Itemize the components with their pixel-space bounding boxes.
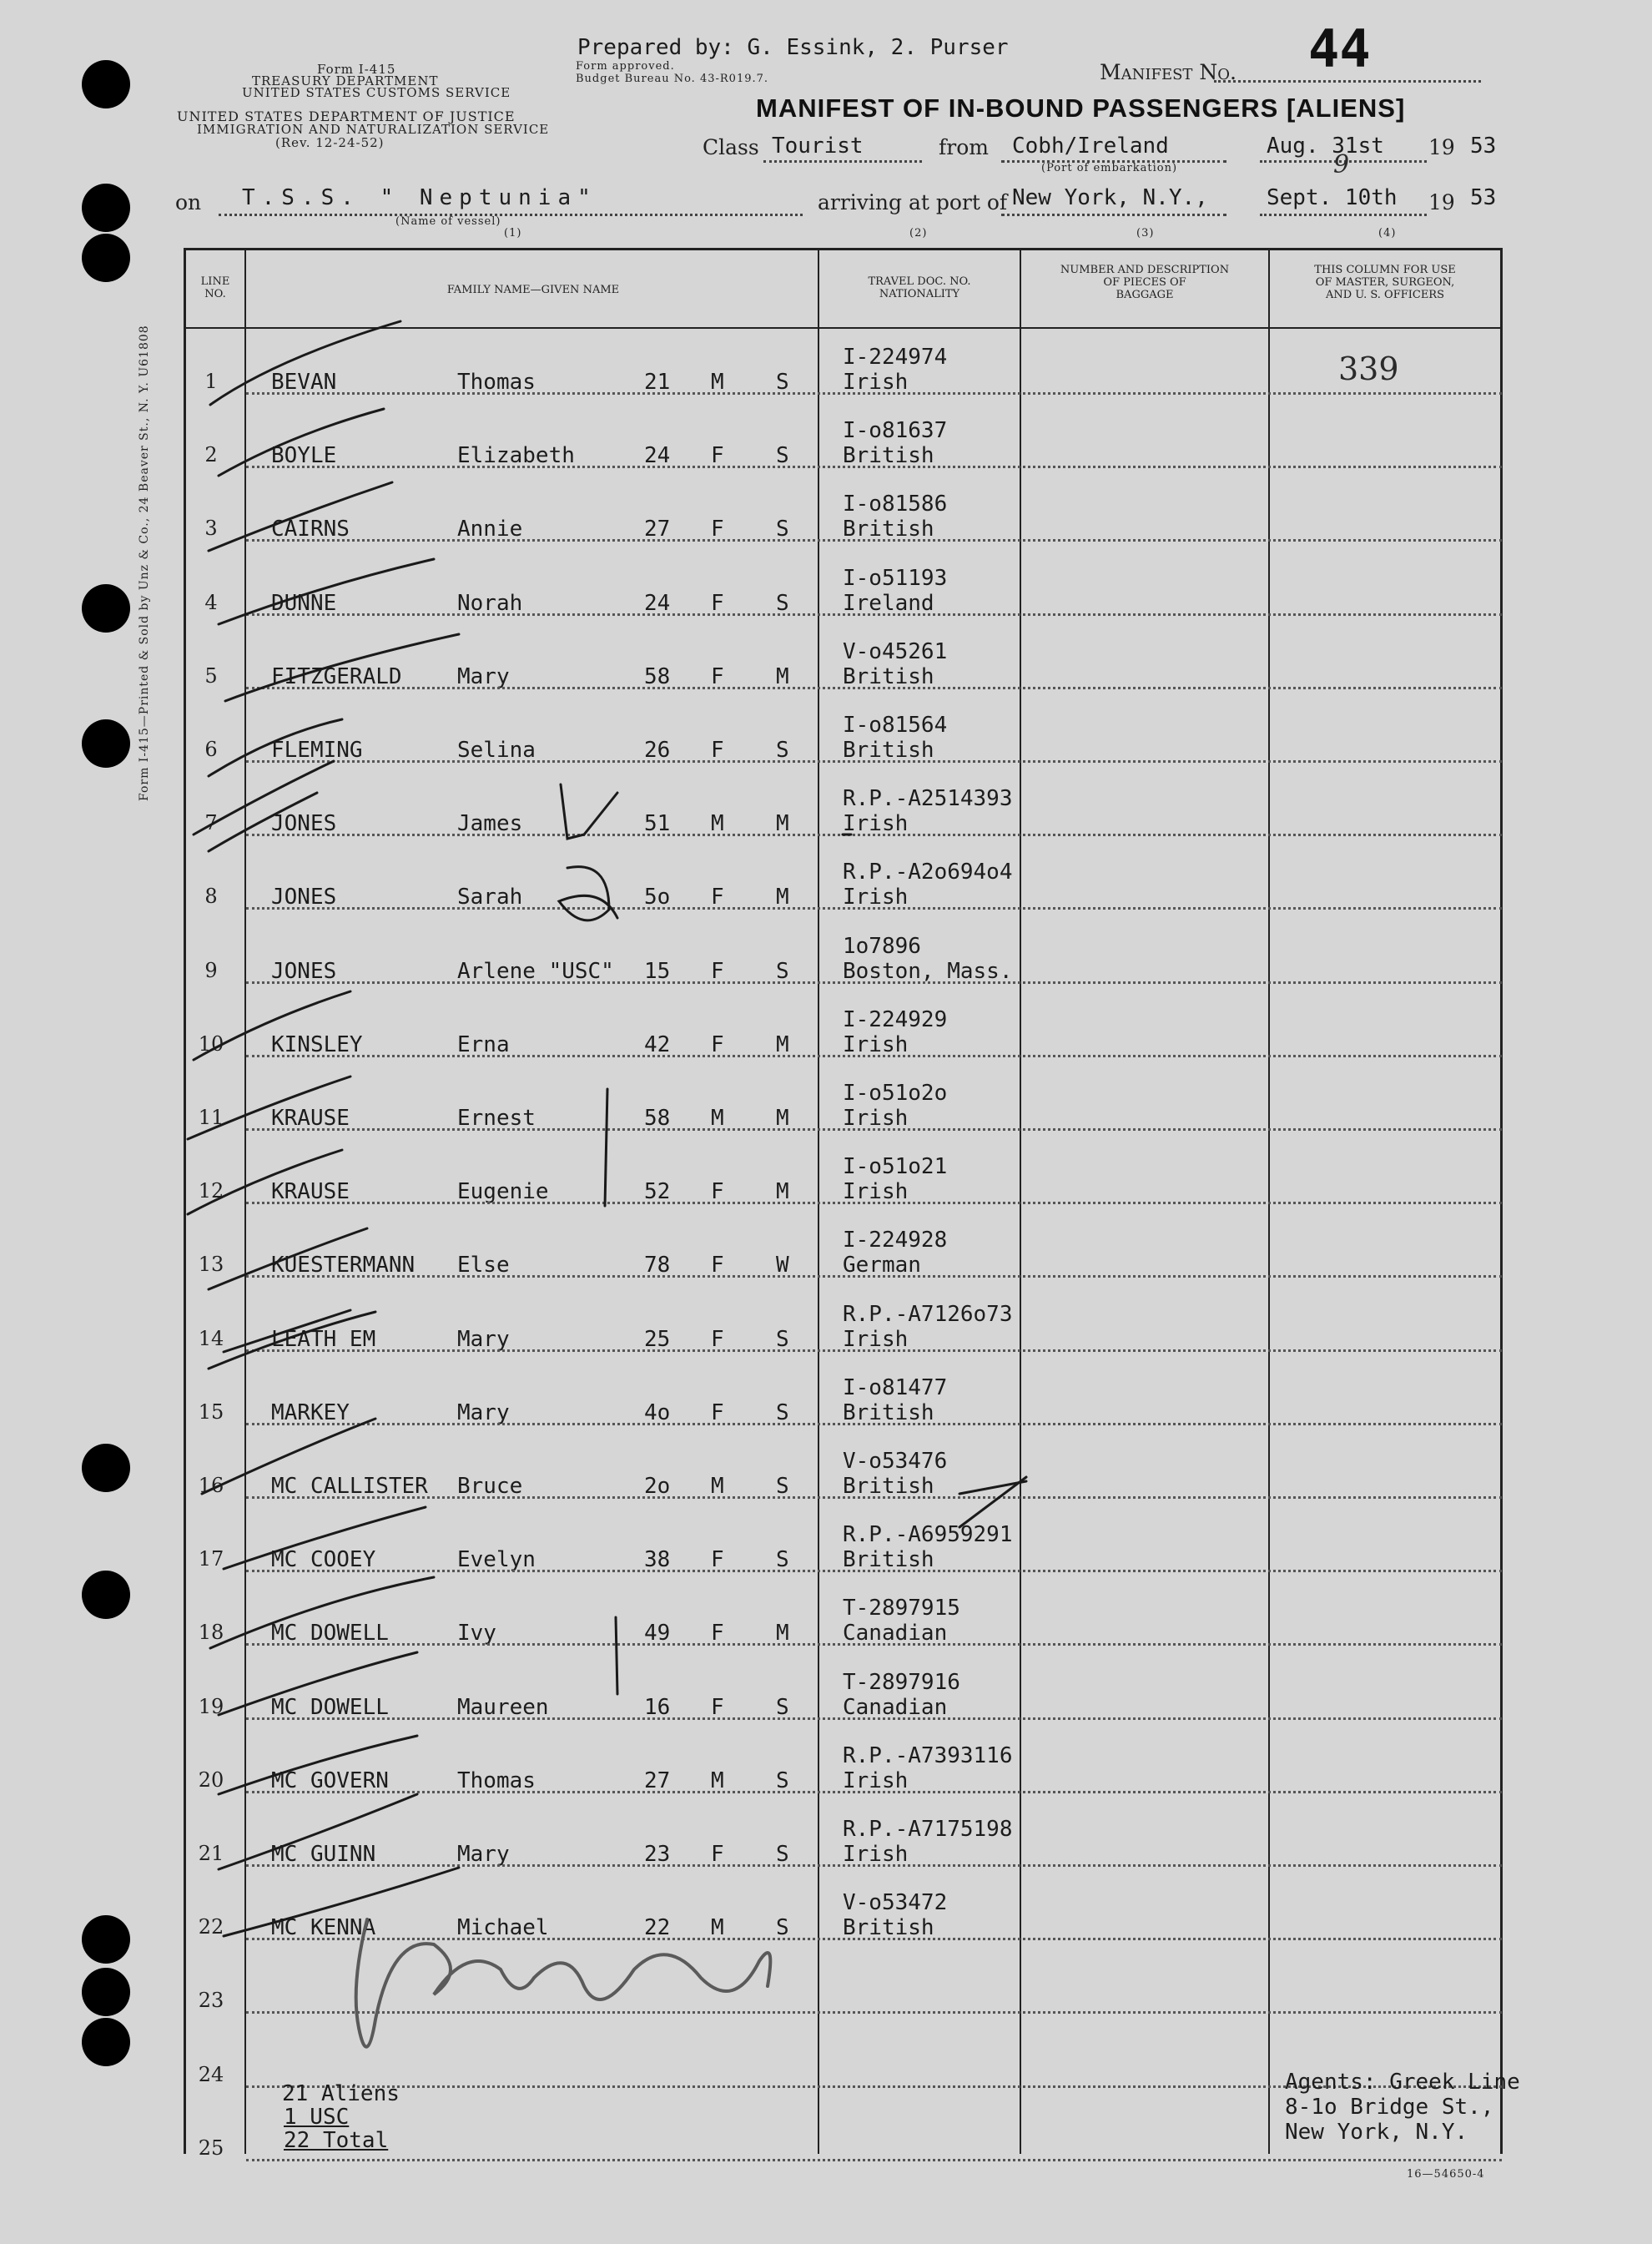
given-name: Mary — [457, 1842, 510, 1867]
travel-doc-number: I-o81477 — [843, 1374, 948, 1400]
given-name: Mary — [457, 1399, 510, 1425]
family-name: JONES — [271, 885, 337, 910]
sex: F — [711, 1621, 724, 1646]
on-label: on — [175, 190, 202, 214]
travel-doc-number: I-224928 — [843, 1228, 948, 1253]
budget-bureau: Budget Bureau No. 43-R019.7. — [576, 73, 769, 85]
family-name: KRAUSE — [271, 1179, 350, 1205]
marital-status: S — [776, 1547, 789, 1573]
header-travel-doc: TRAVEL DOC. NO. NATIONALITY — [868, 275, 971, 300]
sex: F — [711, 958, 724, 984]
line-number: 11 — [198, 1106, 224, 1129]
line-number: 4 — [204, 590, 218, 614]
marital-status: M — [776, 811, 789, 837]
travel-doc-number: T-2897916 — [843, 1669, 960, 1695]
family-name: MC GUINN — [271, 1842, 376, 1867]
nationality: Irish — [843, 1326, 909, 1352]
sex: M — [711, 370, 724, 395]
sex: F — [711, 590, 724, 616]
immigration-service: IMMIGRATION AND NATURALIZATION SERVICE — [197, 122, 550, 137]
sex: F — [711, 1031, 724, 1057]
signature-scrawl — [356, 1919, 771, 2047]
marital-status: S — [776, 1767, 789, 1793]
family-name: KUESTERMANN — [271, 1253, 416, 1278]
line-number: 6 — [204, 738, 218, 761]
travel-doc-number: R.P.-A2514393 — [843, 786, 1013, 812]
age: 27 — [644, 1767, 671, 1793]
nationality: Irish — [843, 370, 909, 395]
sex: M — [711, 1474, 724, 1499]
age: 38 — [644, 1547, 671, 1573]
sex: F — [711, 1326, 724, 1352]
agents-line-1: Agents: Greek Line — [1285, 2070, 1520, 2095]
nationality: Canadian — [843, 1694, 948, 1720]
form-number: Form I-415 — [317, 62, 396, 77]
given-name: Evelyn — [457, 1547, 536, 1573]
departure-year-prefix: 19 — [1428, 135, 1455, 159]
arrival-year: 53 — [1470, 185, 1497, 210]
arrival-date-correction: 9 — [1333, 150, 1350, 179]
sex: F — [711, 1547, 724, 1573]
given-name: Elizabeth — [457, 443, 575, 469]
travel-doc-number: I-224929 — [843, 1006, 948, 1032]
marital-status: M — [776, 885, 789, 910]
family-name: KRAUSE — [271, 1106, 350, 1131]
manifest-title: MANIFEST OF IN-BOUND PASSENGERS [ALIENS] — [756, 93, 1406, 123]
line-number: 14 — [198, 1326, 224, 1350]
line-number: 9 — [204, 958, 218, 982]
line-number: 7 — [204, 811, 218, 835]
given-name: Else — [457, 1253, 510, 1278]
col-number-4: (4) — [1378, 227, 1397, 240]
given-name: Eugenie — [457, 1179, 549, 1205]
travel-doc-number: I-o51o2o — [843, 1081, 948, 1106]
col-number-2: (2) — [909, 227, 928, 240]
nationality: British — [843, 663, 934, 689]
prepared-by: Prepared by: G. Essink, 2. Purser — [577, 35, 1009, 60]
nationality: British — [843, 517, 934, 542]
given-name: Ernest — [457, 1106, 536, 1131]
line-number: 19 — [198, 1694, 224, 1718]
nationality: Ireland — [843, 590, 934, 616]
departure-year: 53 — [1470, 134, 1497, 159]
marital-status: M — [776, 663, 789, 689]
age: 51 — [644, 811, 671, 837]
given-name: Mary — [457, 1326, 510, 1352]
officer-number: 339 — [1338, 350, 1399, 387]
nationality: British — [843, 738, 934, 763]
arrival-port: New York, N.Y., — [1012, 185, 1208, 210]
line-number: 23 — [198, 1989, 224, 2013]
nationality: British — [843, 443, 934, 469]
line-number: 1 — [204, 370, 218, 393]
nationality: German — [843, 1253, 921, 1278]
col-number-1: (1) — [504, 227, 522, 240]
given-name: Thomas — [457, 1767, 536, 1793]
line-number: 12 — [198, 1179, 224, 1203]
sex: F — [711, 517, 724, 542]
line-number: 22 — [198, 1915, 224, 1939]
sex: F — [711, 663, 724, 689]
travel-doc-number: R.P.-A6959291 — [843, 1522, 1013, 1548]
nationality: Irish — [843, 1106, 909, 1131]
age: 52 — [644, 1179, 671, 1205]
marital-status: S — [776, 738, 789, 763]
nationality: Irish — [843, 1842, 909, 1867]
family-name: CAIRNS — [271, 517, 350, 542]
sex: M — [711, 1106, 724, 1131]
age: 23 — [644, 1842, 671, 1867]
given-name: Thomas — [457, 370, 536, 395]
header-baggage: NUMBER AND DESCRIPTION OF PIECES OF BAGGAGE — [1060, 264, 1230, 301]
family-name: LEATH EM — [271, 1326, 376, 1352]
justice-department: UNITED STATES DEPARTMENT OF JUSTICE — [177, 108, 516, 124]
marital-status: S — [776, 370, 789, 395]
travel-doc-number: I-o81586 — [843, 492, 948, 517]
travel-doc-number: I-o51193 — [843, 565, 948, 591]
marital-status: M — [776, 1106, 789, 1131]
nationality: Canadian — [843, 1621, 948, 1646]
travel-doc-number: 1o7896 — [843, 933, 921, 959]
line-number: 13 — [198, 1253, 224, 1277]
arrival-year-prefix: 19 — [1428, 190, 1455, 214]
nationality: British — [843, 1915, 934, 1941]
line-number: 5 — [204, 663, 218, 688]
family-name: JONES — [271, 811, 337, 837]
marital-status: M — [776, 1031, 789, 1057]
travel-doc-number: R.P.-A7393116 — [843, 1742, 1013, 1768]
printer-note: Form I-415—Printed & Sold by Unz & Co., 24 Beaver St., N. Y. U61808 — [138, 325, 151, 801]
age: 58 — [644, 663, 671, 689]
travel-doc-number: I-o81637 — [843, 418, 948, 444]
travel-doc-number: R.P.-A2o694o4 — [843, 860, 1013, 885]
family-name: FITZGERALD — [271, 663, 402, 689]
agents-line-2: 8-1o Bridge St., — [1285, 2095, 1494, 2120]
travel-doc-number: I-o81564 — [843, 713, 948, 738]
total-count: 22 Total — [284, 2128, 389, 2153]
nationality: Irish — [843, 811, 909, 837]
marital-status: S — [776, 1399, 789, 1425]
family-name: MC DOWELL — [271, 1694, 389, 1720]
line-number: 24 — [198, 2062, 224, 2086]
given-name: Arlene "USC" — [457, 958, 614, 984]
travel-doc-number: V-o53472 — [843, 1890, 948, 1916]
arrival-date: Sept. 10th — [1267, 185, 1398, 210]
given-name: Selina — [457, 738, 536, 763]
treasury-department: TREASURY DEPARTMENT — [252, 73, 439, 88]
age: 42 — [644, 1031, 671, 1057]
travel-doc-number: V-o53476 — [843, 1449, 948, 1474]
vessel-caption: (Name of vessel) — [395, 215, 501, 228]
sex: F — [711, 885, 724, 910]
line-number: 2 — [204, 443, 218, 467]
line-number: 18 — [198, 1621, 224, 1645]
nationality: British — [843, 1474, 934, 1499]
marital-status: S — [776, 517, 789, 542]
travel-doc-number: R.P.-A7126o73 — [843, 1301, 1013, 1327]
nationality: Boston, Mass. — [843, 958, 1013, 984]
agents-line-3: New York, N.Y. — [1285, 2120, 1468, 2145]
port-of-embarkation: Cobh/Ireland — [1012, 134, 1169, 159]
manifest-no-label: Manifest No. — [1100, 60, 1236, 84]
given-name: Ivy — [457, 1621, 496, 1646]
age: 78 — [644, 1253, 671, 1278]
nationality: Irish — [843, 885, 909, 910]
travel-doc-number: T-2897915 — [843, 1596, 960, 1621]
given-name: Michael — [457, 1915, 549, 1941]
travel-doc-number: I-o51o21 — [843, 1154, 948, 1180]
family-name: MC DOWELL — [271, 1621, 389, 1646]
sex: M — [711, 811, 724, 837]
from-label: from — [939, 135, 989, 159]
marital-status: M — [776, 1621, 789, 1646]
marital-status: S — [776, 1474, 789, 1499]
sex: F — [711, 1842, 724, 1867]
header-officers: THIS COLUMN FOR USE OF MASTER, SURGEON, AND U. S. OFFICERS — [1314, 264, 1456, 301]
given-name: James — [457, 811, 523, 837]
line-number: 10 — [198, 1031, 224, 1056]
age: 16 — [644, 1694, 671, 1720]
nationality: Irish — [843, 1179, 909, 1205]
family-name: JONES — [271, 958, 337, 984]
given-name: Bruce — [457, 1474, 523, 1499]
age: 21 — [644, 370, 671, 395]
sex: F — [711, 738, 724, 763]
nationality: Irish — [843, 1031, 909, 1057]
given-name: Mary — [457, 663, 510, 689]
header-line-no: LINE NO. — [200, 275, 230, 300]
sex: F — [711, 1179, 724, 1205]
port-embarkation-caption: (Port of embarkation) — [1041, 162, 1178, 174]
age: 26 — [644, 738, 671, 763]
nationality: British — [843, 1547, 934, 1573]
line-number: 17 — [198, 1547, 224, 1571]
age: 4o — [644, 1399, 671, 1425]
line-number: 3 — [204, 517, 218, 541]
age: 2o — [644, 1474, 671, 1499]
given-name: Erna — [457, 1031, 510, 1057]
class-value: Tourist — [772, 134, 864, 159]
family-name: MC GOVERN — [271, 1767, 389, 1793]
family-name: FLEMING — [271, 738, 363, 763]
family-name: MARKEY — [271, 1399, 350, 1425]
marital-status: S — [776, 1694, 789, 1720]
marital-status: W — [776, 1253, 789, 1278]
line-number: 20 — [198, 1767, 224, 1792]
family-name: BEVAN — [271, 370, 337, 395]
age: 58 — [644, 1106, 671, 1131]
vessel-name: T.S.S. " Neptunia" — [242, 185, 597, 210]
sex: F — [711, 1694, 724, 1720]
marital-status: S — [776, 958, 789, 984]
line-number: 8 — [204, 885, 218, 909]
class-label: Class — [703, 135, 759, 159]
travel-doc-number: I-224974 — [843, 345, 948, 370]
age: 27 — [644, 517, 671, 542]
customs-service: UNITED STATES CUSTOMS SERVICE — [242, 85, 511, 100]
col-number-3: (3) — [1136, 227, 1155, 240]
travel-doc-number: V-o45261 — [843, 638, 948, 664]
family-name: MC KENNA — [271, 1915, 376, 1941]
age: 49 — [644, 1621, 671, 1646]
marital-status: S — [776, 1842, 789, 1867]
departure-date: Aug. 31st — [1267, 134, 1384, 159]
given-name: Sarah — [457, 885, 523, 910]
form-approved: Form approved. — [576, 60, 675, 73]
given-name: Maureen — [457, 1694, 549, 1720]
line-number: 21 — [198, 1842, 224, 1865]
marital-status: S — [776, 443, 789, 469]
arriving-label: arriving at port of — [818, 190, 1008, 214]
total-aliens: 21 Aliens — [282, 2081, 400, 2106]
sex: F — [711, 443, 724, 469]
family-name: KINSLEY — [271, 1031, 363, 1057]
age: 24 — [644, 590, 671, 616]
manifest-number: 44 — [1308, 18, 1371, 79]
print-code: 16—54650-4 — [1407, 2168, 1485, 2181]
age: 24 — [644, 443, 671, 469]
marital-status: M — [776, 1179, 789, 1205]
given-name: Annie — [457, 517, 523, 542]
family-name: MC COOEY — [271, 1547, 376, 1573]
line-number: 25 — [198, 2136, 224, 2160]
marital-status: S — [776, 590, 789, 616]
sex: F — [711, 1399, 724, 1425]
marital-status: S — [776, 1915, 789, 1941]
family-name: DUNNE — [271, 590, 337, 616]
nationality: British — [843, 1399, 934, 1425]
marital-status: S — [776, 1326, 789, 1352]
header-family-name: FAMILY NAME—GIVEN NAME — [446, 284, 620, 296]
form-revision: (Rev. 12-24-52) — [275, 135, 385, 150]
line-number: 15 — [198, 1399, 224, 1424]
age: 25 — [644, 1326, 671, 1352]
age: 15 — [644, 958, 671, 984]
travel-doc-number: R.P.-A7175198 — [843, 1817, 1013, 1842]
nationality: Irish — [843, 1767, 909, 1793]
line-number: 16 — [198, 1474, 224, 1497]
sex: F — [711, 1253, 724, 1278]
sex: M — [711, 1915, 724, 1941]
age: 5o — [644, 885, 671, 910]
family-name: MC CALLISTER — [271, 1474, 428, 1499]
total-usc: 1 USC — [284, 2105, 350, 2130]
given-name: Norah — [457, 590, 523, 616]
sex: M — [711, 1767, 724, 1793]
family-name: BOYLE — [271, 443, 337, 469]
age: 22 — [644, 1915, 671, 1941]
